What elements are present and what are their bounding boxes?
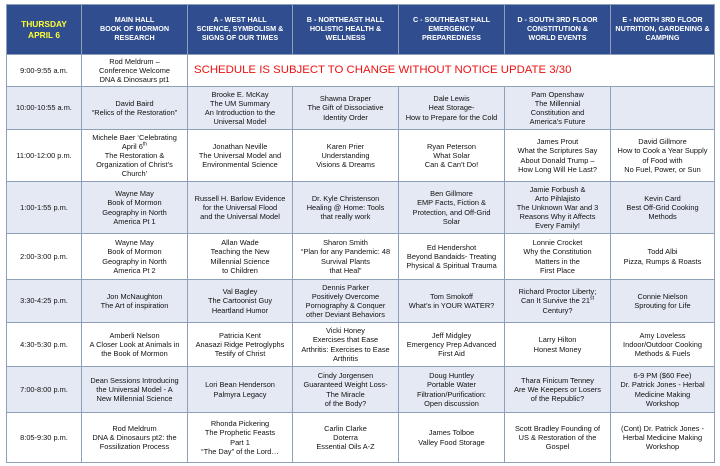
session-cell bbox=[82, 130, 188, 182]
room-south-3rd-floor: D - SOUTH 3RD FLOOR CONSTITUTION & WORLD EVENTS bbox=[505, 5, 611, 55]
session-text: Richard Proctor Liberty; Can It Survive the 21 bbox=[518, 287, 597, 306]
session-cell: Vicki Honey Exercises that Ease Arthritis: Exercises to Ease Arthritis bbox=[293, 323, 399, 367]
ordinal-suffix: st bbox=[590, 296, 595, 303]
session-text: Century? bbox=[542, 305, 573, 315]
table-row bbox=[7, 367, 715, 413]
session-cell: James Prout What the Scriptures Say About Donald Trump – How Long Will He Last? bbox=[505, 130, 611, 182]
session-cell: Ryan Peterson What Solar Can & Can’t Do! bbox=[399, 130, 505, 182]
table-row bbox=[7, 323, 715, 367]
session-cell: (Cont) Dr. Patrick Jones - Herbal Medicine Making Workshop bbox=[611, 413, 715, 463]
time-slot: 11:00-12:00 p.m. bbox=[7, 130, 82, 182]
session-cell: Karen Prier Understanding Visions & Dreams bbox=[293, 130, 399, 182]
session-cell: Dean Sessions Introducing the Universal Model - A New Millennial Science bbox=[82, 367, 188, 413]
session-cell: Amberli Nelson A Closer Look at Animals in the Book of Mormon bbox=[82, 323, 188, 367]
session-cell: Rod Meldrum DNA & Dinosaurs pt2: the Fossilization Process bbox=[82, 413, 188, 463]
session-cell: Allan Wade Teaching the New Millennial Science to Children bbox=[188, 234, 293, 280]
header-row bbox=[7, 5, 715, 55]
time-slot: 8:05-9:30 p.m. bbox=[7, 413, 82, 463]
table-row bbox=[7, 234, 715, 280]
session-cell: Rod Meldrum – Conference Welcome DNA & Dinosaurs pt1 bbox=[82, 55, 188, 87]
session-cell: Kevin Card Best Off-Grid Cooking Methods bbox=[611, 182, 715, 234]
table-row bbox=[7, 182, 715, 234]
session-cell: Pam Openshaw The Millennial Constitution and America’s Future bbox=[505, 87, 611, 130]
schedule-table bbox=[6, 4, 715, 463]
session-cell: Wayne May Book of Mormon Geography in North America Pt 2 bbox=[82, 234, 188, 280]
session-cell: Connie Nielson Sprouting for Life bbox=[611, 280, 715, 323]
session-cell: Amy Loveless Indoor/Outdoor Cooking Methods & Fuels bbox=[611, 323, 715, 367]
ordinal-suffix: th bbox=[142, 141, 148, 148]
time-slot: 9:00-9:55 a.m. bbox=[7, 55, 82, 87]
session-cell: Jon McNaughton The Art of inspiration bbox=[82, 280, 188, 323]
session-cell: Jamie Forbush & Arto Pihlajisto The Unknown War and 3 Reasons Why it Affects Every Family! bbox=[505, 182, 611, 234]
session-cell: Cindy Jorgensen Guaranteed Weight Loss- The Miracle of the Body? bbox=[293, 367, 399, 413]
room-main-hall: MAIN HALL BOOK OF MORMON RESEARCH bbox=[82, 5, 188, 55]
session-cell: Larry Hilton Honest Money bbox=[505, 323, 611, 367]
session-cell: Sharon Smith “Plan for any Pandemic: 48 Survival Plants that Heal” bbox=[293, 234, 399, 280]
session-cell: Dr. Kyle Christenson Healing @ Home: Tools that really work bbox=[293, 182, 399, 234]
session-cell: Jonathan Neville The Universal Model and Environmental Science bbox=[188, 130, 293, 182]
session-text: Michele Baer ‘Celebrating April 6 bbox=[92, 132, 177, 151]
session-cell: Lonnie Crocket Why the Constitution Matters in the First Place bbox=[505, 234, 611, 280]
session-cell: Jeff Midgley Emergency Prep Advanced First Aid bbox=[399, 323, 505, 367]
session-cell: Wayne May Book of Mormon Geography in North America Pt 1 bbox=[82, 182, 188, 234]
room-northeast-hall: B - NORTHEAST HALL HOLISTIC HEALTH & WELLNESS bbox=[293, 5, 399, 55]
session-text: The Restoration & Organization of Christ’s Church’ bbox=[96, 150, 173, 179]
time-slot: 3:30-4:25 p.m. bbox=[7, 280, 82, 323]
time-slot: 7:00-8:00 p.m. bbox=[7, 367, 82, 413]
session-cell: Patricia Kent Anasazi Ridge Petroglyphs Testify of Christ bbox=[188, 323, 293, 367]
session-cell: Thara Finicum Tenney Are We Keepers or Losers of the Republic? bbox=[505, 367, 611, 413]
table-row bbox=[7, 280, 715, 323]
session-cell: 6-9 PM ($60 Fee) Dr. Patrick Jones - Herbal Medicine Making Workshop bbox=[611, 367, 715, 413]
session-cell: James Tolboe Valley Food Storage bbox=[399, 413, 505, 463]
table-row bbox=[7, 130, 715, 182]
session-cell: Tom Smokoff What’s in YOUR WATER? bbox=[399, 280, 505, 323]
room-north-3rd-floor: E - NORTH 3RD FLOOR NUTRITION, GARDENING & CAMPING bbox=[611, 5, 715, 55]
room-west-hall: A - WEST HALL SCIENCE, SYMBOLISM & SIGNS OF OUR TIMES bbox=[188, 5, 293, 55]
session-cell bbox=[611, 87, 715, 130]
session-cell: Shawna Draper The Gift of Dissociative Identity Order bbox=[293, 87, 399, 130]
session-cell: Ben Gillmore EMP Facts, Fiction & Protection, and Off-Grid Solar bbox=[399, 182, 505, 234]
session-cell: Dennis Parker Positively Overcome Pornography & Conquer other Deviant Behaviors bbox=[293, 280, 399, 323]
time-slot: 10:00-10:55 a.m. bbox=[7, 87, 82, 130]
session-cell: David Gillmore How to Cook a Year Supply of Food with No Fuel, Power, or Sun bbox=[611, 130, 715, 182]
day-label: THURSDAY APRIL 6 bbox=[7, 5, 82, 55]
time-slot: 1:00-1:55 p.m. bbox=[7, 182, 82, 234]
session-cell: Doug Huntley Portable Water Filtration/Purification: Open discussion bbox=[399, 367, 505, 413]
session-cell: Val Bagley The Cartoonist Guy Heartland Humor bbox=[188, 280, 293, 323]
session-cell: Dale Lewis Heat Storage- How to Prepare for the Cold bbox=[399, 87, 505, 130]
session-cell: Brooke E. McKay The UM Summary An Introduction to the Universal Model bbox=[188, 87, 293, 130]
table-row bbox=[7, 55, 715, 87]
time-slot: 2:00-3:00 p.m. bbox=[7, 234, 82, 280]
session-cell: Ed Hendershot Beyond Bandaids- Treating Physical & Spiritual Trauma bbox=[399, 234, 505, 280]
session-cell: Rhonda Pickering The Prophetic Feasts Part 1 “The Day” of the Lord… bbox=[188, 413, 293, 463]
session-cell: David Baird “Relics of the Restoration” bbox=[82, 87, 188, 130]
session-cell: Lori Bean Henderson Palmyra Legacy bbox=[188, 367, 293, 413]
session-cell bbox=[505, 280, 611, 323]
table-row bbox=[7, 413, 715, 463]
session-cell: Russell H. Barlow Evidence for the Universal Flood and the Universal Model bbox=[188, 182, 293, 234]
time-slot: 4:30-5:30 p.m. bbox=[7, 323, 82, 367]
session-cell: Carlin Clarke Doterra Essential Oils A-Z bbox=[293, 413, 399, 463]
schedule-notice: SCHEDULE IS SUBJECT TO CHANGE WITHOUT NOTICE UPDATE 3/30 bbox=[188, 55, 715, 87]
session-cell: Todd Albi Pizza, Rumps & Roasts bbox=[611, 234, 715, 280]
session-cell: Scott Bradley Founding of US & Restoration of the Gospel bbox=[505, 413, 611, 463]
table-row bbox=[7, 87, 715, 130]
room-southeast-hall: C - SOUTHEAST HALL EMERGENCY PREPAREDNESS bbox=[399, 5, 505, 55]
